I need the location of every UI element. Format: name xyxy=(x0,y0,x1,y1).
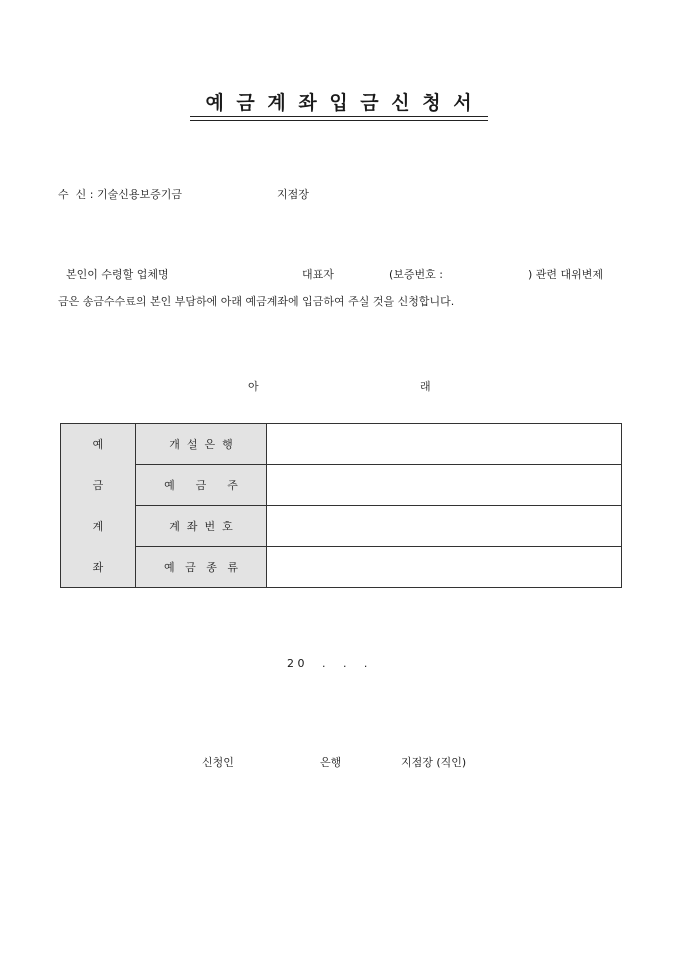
document-title: 예 금 계 좌 입 금 신 청 서 xyxy=(205,92,473,114)
date-line: 2 0 . . . xyxy=(287,657,368,670)
recipient-branch: 지점장 xyxy=(277,188,309,201)
table-row xyxy=(61,424,622,465)
notice-heading-second: 래 xyxy=(420,380,431,393)
deposit-type-field[interactable] xyxy=(267,547,622,588)
bank-name-field[interactable] xyxy=(267,424,622,465)
recipient-label: 수 신 : 기술신용보증기금 xyxy=(58,188,182,201)
body-company-name: 본인이 수령할 업체명 xyxy=(66,268,169,281)
side-char: 예 xyxy=(61,424,136,465)
signature-branch-seal: 지점장 (직인) xyxy=(401,756,467,769)
side-char: 계 xyxy=(61,506,136,547)
title-underline-bottom xyxy=(190,120,488,121)
table-row xyxy=(61,465,622,506)
title-underline-top xyxy=(190,116,488,117)
account-table xyxy=(60,423,622,588)
account-holder-label: 예 금 주 xyxy=(136,465,267,506)
table-row xyxy=(61,506,622,547)
account-holder-field[interactable] xyxy=(267,465,622,506)
signature-bank: 은행 xyxy=(320,756,342,769)
bank-name-label: 개 설 은 행 xyxy=(136,424,267,465)
deposit-type-label: 예 금 종 류 xyxy=(136,547,267,588)
body-request-text: 금은 송금수수료의 본인 부담하에 아래 예금계좌에 입금하여 주실 것을 신청합니다. xyxy=(58,295,455,308)
notice-heading-first: 아 xyxy=(248,380,259,393)
body-subrogation: ) 관련 대위변제 xyxy=(528,268,604,281)
account-number-field[interactable] xyxy=(267,506,622,547)
signature-applicant: 신청인 xyxy=(202,756,234,769)
table-row xyxy=(61,547,622,588)
side-char: 좌 xyxy=(61,547,136,588)
body-guarantee-number: (보증번호 : xyxy=(389,268,443,281)
account-number-label: 계 좌 번 호 xyxy=(136,506,267,547)
side-char: 금 xyxy=(61,465,136,506)
body-representative: 대표자 xyxy=(302,268,334,281)
